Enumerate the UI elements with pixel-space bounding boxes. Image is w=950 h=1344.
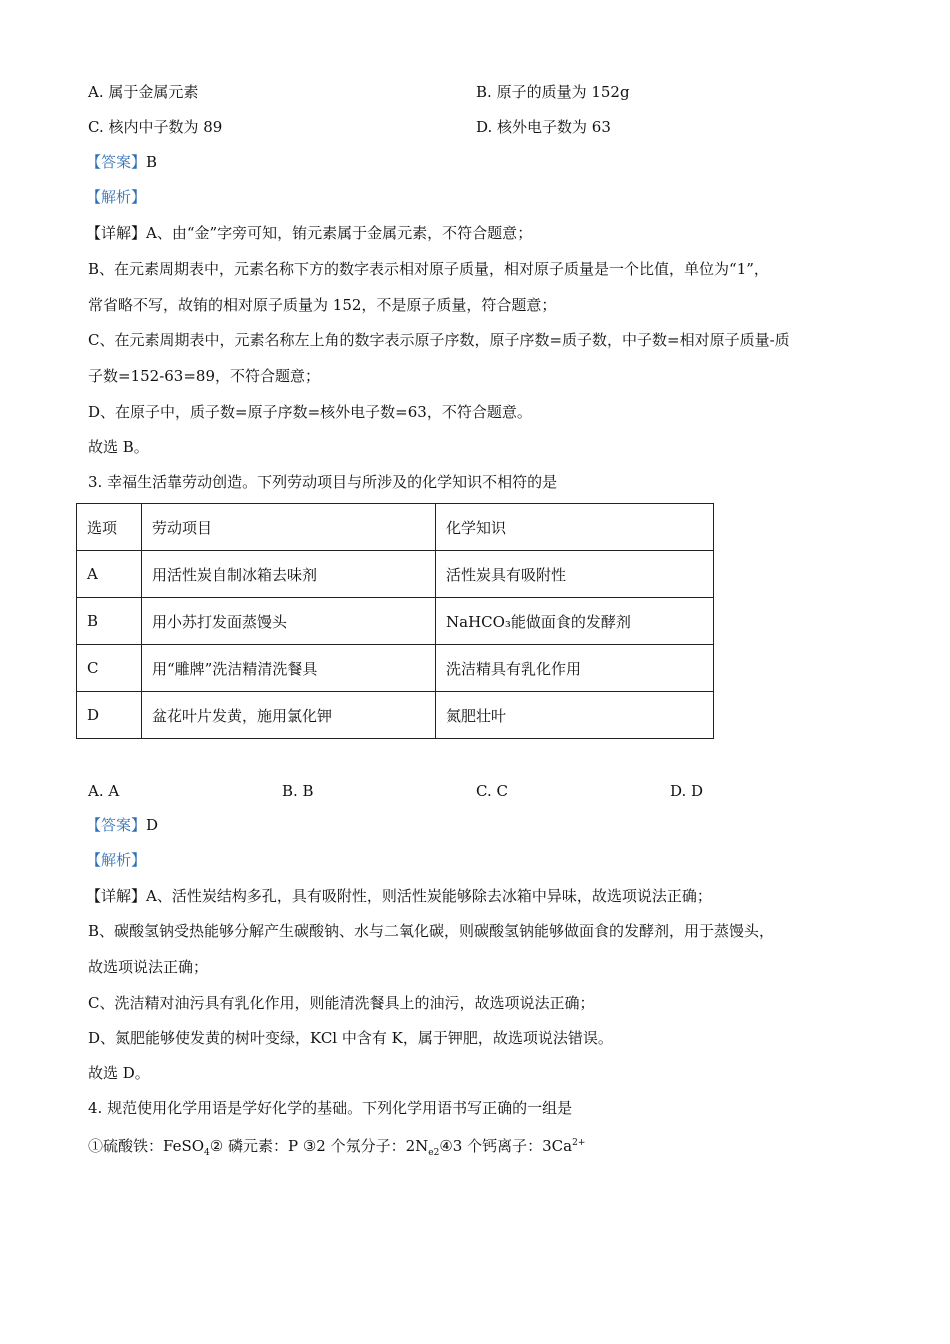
q3-detail-line-4: C、洗洁精对油污具有乳化作用，则能清洗餐具上的油污，故选项说法正确； (88, 994, 595, 1012)
q2-option-c: C. 核内中子数为 89 (88, 118, 223, 136)
q3-answer: 【答案】D (86, 816, 159, 834)
q3-choice-c: C. C (476, 782, 508, 800)
q2-answer: 【答案】B (86, 153, 158, 171)
table-row (77, 598, 714, 645)
q3-stem: 3. 幸福生活靠劳动创造。下列劳动项目与所涉及的化学知识不相符的是 (88, 473, 558, 491)
q3-detail-line-1: 【详解】A、活性炭结构多孔，具有吸附性，则活性炭能够除去冰箱中异味，故选项说法正确； (86, 887, 712, 905)
table-row (77, 692, 714, 739)
table-cell: 活性炭具有吸附性 (436, 551, 714, 598)
table-cell: D (77, 692, 142, 739)
q3-detail-line-3: 故选项说法正确； (88, 958, 209, 976)
table-cell: 氮肥壮叶 (436, 692, 714, 739)
q2-detail-line-4: C、在元素周期表中，元素名称左上角的数字表示原子序数，原子序数=质子数，中子数=相对原子质量-质 (88, 331, 790, 349)
q2-detail-line-7: 故选 B。 (88, 438, 149, 456)
q3-analysis-label: 【解析】 (86, 851, 147, 869)
table-header-cell: 劳动项目 (142, 504, 436, 551)
q3-choice-a: A. A (88, 782, 120, 800)
q2-detail-line-3: 常省略不写，故铕的相对原子质量为 152，不是原子质量，符合题意； (88, 296, 557, 314)
q3-detail-line-6: 故选 D。 (88, 1064, 150, 1082)
table-cell: 用活性炭自制冰箱去味剂 (142, 551, 436, 598)
q2-detail-line-1: 【详解】A、由“金”字旁可知，铕元素属于金属元素，不符合题意； (86, 224, 533, 242)
table-cell: 用小苏打发面蒸馒头 (142, 598, 436, 645)
table-header-cell: 选项 (77, 504, 142, 551)
table-cell: 盆花叶片发黄，施用氯化钾 (142, 692, 436, 739)
table-row (77, 551, 714, 598)
q2-option-d: D. 核外电子数为 63 (476, 118, 611, 136)
q3-detail-line-2: B、碳酸氢钠受热能够分解产生碳酸钠、水与二氧化碳，则碳酸氢钠能够做面食的发酵剂，用于蒸馒头， (88, 922, 775, 940)
q2-option-a: A. 属于金属元素 (88, 83, 199, 101)
table-cell: 用“雕牌”洗洁精清洗餐具 (142, 645, 436, 692)
q2-detail-line-2: B、在元素周期表中，元素名称下方的数字表示相对原子质量，相对原子质量是一个比值，单位为“1”， (88, 260, 769, 278)
table-cell: A (77, 551, 142, 598)
q3-detail-line-5: D、氮肥能够使发黄的树叶变绿，KCl 中含有 K，属于钾肥，故选项说法错误。 (88, 1029, 613, 1047)
table-cell: 洗洁精具有乳化作用 (436, 645, 714, 692)
q2-option-b: B. 原子的质量为 152g (476, 83, 630, 101)
q3-table (76, 503, 714, 739)
table-cell: NaHCO₃能做面食的发酵剂 (436, 598, 714, 645)
q2-detail-line-5: 子数=152-63=89，不符合题意； (88, 367, 321, 385)
q4-items: ①硫酸铁：FeSO$_4$② 磷元素：P ③2 个氖分子：$2N_{e2}④3$ 个钙离子：$3Ca^{2+}$ (88, 1137, 586, 1158)
q3-choice-d: D. D (670, 782, 704, 800)
table-cell: C (77, 645, 142, 692)
table-row (77, 645, 714, 692)
q2-analysis-label: 【解析】 (86, 188, 147, 206)
q3-choice-b: B. B (282, 782, 314, 800)
q4-stem: 4. 规范使用化学用语是学好化学的基础。下列化学用语书写正确的一组是 (88, 1099, 573, 1117)
table-cell: B (77, 598, 142, 645)
table-header-cell: 化学知识 (436, 504, 714, 551)
table-header-row (77, 504, 714, 551)
q2-detail-line-6: D、在原子中，质子数=原子序数=核外电子数=63，不符合题意。 (88, 403, 532, 421)
